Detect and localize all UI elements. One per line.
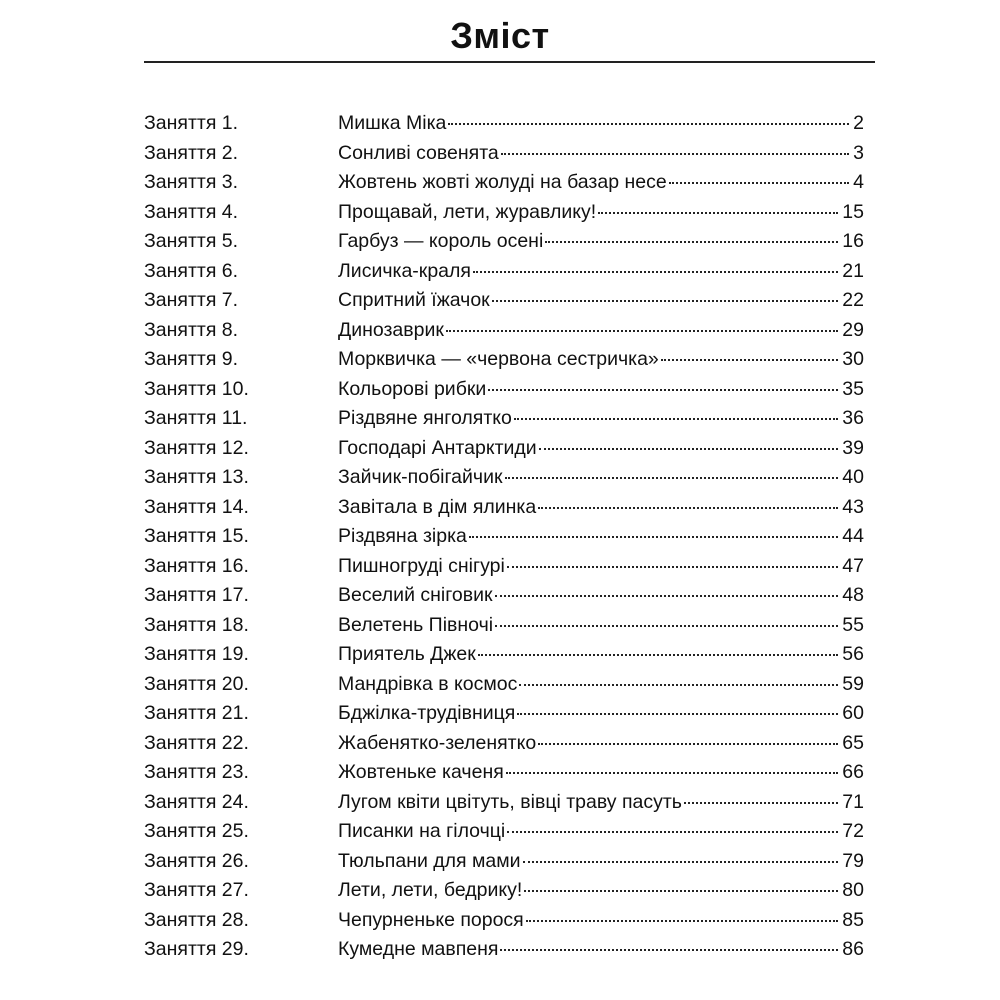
toc-lesson-number: Заняття 7. [144, 289, 239, 311]
toc-lesson-title: Кумедне мавпеня [338, 938, 499, 960]
dot-leader [495, 625, 838, 627]
dot-leader [500, 949, 838, 951]
toc-lesson-number: Заняття 8. [144, 318, 239, 341]
dot-leader [446, 330, 838, 332]
dot-leader [523, 861, 839, 863]
toc-lesson-title: Господарі Антарктиди [338, 436, 537, 459]
toc-lesson-number: Заняття 6. [144, 259, 239, 282]
toc-page-number: 86 [842, 938, 864, 960]
toc-page-number: 66 [842, 761, 864, 783]
toc-lesson-title: Сонливі совенята [338, 141, 499, 164]
toc-lesson-number: Заняття 10. [144, 377, 249, 400]
toc-lesson-title: Тюльпани для мами [338, 849, 521, 872]
toc-page-number: 2 [853, 112, 864, 134]
toc-page-number: 65 [842, 731, 864, 754]
toc-lesson-title: Кольорові рибки [338, 377, 487, 400]
toc-lesson-title: Динозаврик [338, 318, 444, 341]
dot-leader [507, 831, 838, 833]
toc-entry [144, 404, 864, 434]
toc-lesson-number: Заняття 18. [144, 613, 249, 636]
toc-lesson-title: Чепурненьке порося [338, 908, 524, 931]
toc-entry [144, 463, 864, 493]
toc-entry [144, 758, 864, 788]
dot-leader [507, 566, 838, 568]
toc-lesson-number: Заняття 5. [144, 230, 239, 252]
toc-page-number: 39 [842, 436, 864, 459]
toc-page-number: 56 [842, 643, 864, 665]
toc-entry [144, 198, 864, 228]
toc-lesson-title: Різдвяна зірка [338, 525, 467, 547]
toc-entry [144, 876, 864, 906]
toc-lesson-number: Заняття 1. [144, 112, 239, 134]
toc-lesson-title: Прощавай, лети, журавлику! [338, 200, 597, 223]
toc-lesson-title: Гарбуз — король осені [338, 230, 544, 252]
dot-leader [539, 448, 839, 450]
toc-page-number: 85 [842, 908, 864, 931]
toc-lesson-title: Лисичка-краля [338, 259, 471, 282]
toc-lesson-number: Заняття 3. [144, 171, 239, 193]
toc-lesson-number: Заняття 22. [144, 731, 249, 754]
toc-lesson-number: Заняття 4. [144, 200, 239, 223]
dot-leader [495, 595, 839, 597]
toc-lesson-title: Морквичка — «червона сестричка» [338, 348, 659, 370]
toc-page-number: 22 [842, 289, 864, 311]
dot-leader [514, 418, 838, 420]
toc-lesson-title: Різдвяне янголятко [338, 407, 512, 429]
dot-leader [538, 507, 838, 509]
dot-leader [469, 536, 838, 538]
toc-page-number: 40 [842, 466, 864, 488]
toc-lesson-number: Заняття 19. [144, 643, 249, 665]
toc-lesson-number: Заняття 21. [144, 702, 249, 724]
toc-page-number: 72 [842, 820, 864, 842]
dot-leader [517, 713, 838, 715]
toc-lesson-title: Мишка Міка [338, 112, 447, 134]
toc-entry [144, 345, 864, 375]
toc-entry [144, 168, 864, 198]
toc-lesson-number: Заняття 2. [144, 141, 239, 164]
toc-entry [144, 788, 864, 818]
toc-page-number: 43 [842, 495, 864, 518]
toc-entry [144, 434, 864, 464]
toc-lesson-title: Бджілка-трудівниця [338, 702, 516, 724]
dot-leader [448, 123, 849, 125]
toc-entry [144, 935, 864, 965]
toc-lesson-number: Заняття 24. [144, 790, 249, 813]
page-title: Зміст [450, 15, 550, 56]
toc-entry [144, 316, 864, 346]
dot-leader [524, 890, 838, 892]
toc-page-number: 21 [842, 259, 864, 282]
toc-page-number: 16 [842, 230, 864, 252]
toc-lesson-number: Заняття 14. [144, 495, 249, 518]
toc-lesson-title: Жабенятко-зеленятко [338, 731, 537, 754]
toc-lesson-title: Мандрівка в космос [338, 672, 518, 695]
toc-entry [144, 493, 864, 523]
toc-lesson-number: Заняття 13. [144, 466, 249, 488]
toc-page-number: 60 [842, 702, 864, 724]
toc-entry [144, 581, 864, 611]
dot-leader [492, 300, 839, 302]
dot-leader [506, 772, 839, 774]
toc-page-number: 59 [842, 672, 864, 695]
toc-lesson-title: Лугом квіти цвітуть, вівці траву пасуть [338, 790, 682, 813]
toc-lesson-title: Жовтень жовті жолуді на базар несе [338, 171, 667, 193]
dot-leader [684, 802, 838, 804]
toc-lesson-number: Заняття 26. [144, 849, 249, 872]
toc-entry [144, 109, 864, 139]
toc-page-number: 47 [842, 554, 864, 577]
toc-entry [144, 227, 864, 257]
dot-leader [519, 684, 838, 686]
toc-lesson-title: Лети, лети, бедрику! [338, 879, 523, 901]
toc-entry [144, 906, 864, 936]
dot-leader [526, 920, 839, 922]
toc-page-number: 48 [842, 584, 864, 606]
toc-entry [144, 611, 864, 641]
toc-lesson-number: Заняття 27. [144, 879, 249, 901]
toc-lesson-number: Заняття 20. [144, 672, 249, 695]
toc-page-number: 15 [842, 200, 864, 223]
toc-lesson-number: Заняття 25. [144, 820, 249, 842]
toc-entry [144, 286, 864, 316]
dot-leader [669, 182, 849, 184]
toc-entry [144, 729, 864, 759]
toc-lesson-number: Заняття 9. [144, 348, 239, 370]
toc-page-number: 4 [853, 171, 864, 193]
dot-leader [501, 153, 849, 155]
toc-entry [144, 699, 864, 729]
toc-lesson-number: Заняття 28. [144, 908, 249, 931]
toc-page-number: 79 [842, 849, 864, 872]
dot-leader [538, 743, 838, 745]
toc-lesson-number: Заняття 29. [144, 938, 249, 960]
toc-lesson-number: Заняття 16. [144, 554, 249, 577]
toc-entry [144, 847, 864, 877]
dot-leader [478, 654, 838, 656]
toc-page-number: 71 [842, 790, 864, 813]
toc-page-number: 30 [842, 348, 864, 370]
toc-page-number: 3 [853, 141, 864, 164]
toc-lesson-number: Заняття 12. [144, 436, 249, 459]
toc-lesson-number: Заняття 15. [144, 525, 249, 547]
dot-leader [661, 359, 839, 361]
dot-leader [488, 389, 838, 391]
toc-entry [144, 640, 864, 670]
toc-page-number: 44 [842, 525, 864, 547]
toc-lesson-number: Заняття 11. [144, 407, 248, 429]
toc-lesson-title: Спритний їжачок [338, 289, 490, 311]
toc-lesson-title: Завітала в дім ялинка [338, 495, 537, 518]
dot-leader [598, 212, 838, 214]
toc-entry [144, 257, 864, 287]
toc-lesson-number: Заняття 17. [144, 584, 249, 606]
toc-page-number: 35 [842, 377, 864, 400]
toc-page-number: 55 [842, 613, 864, 636]
toc-entry [144, 670, 864, 700]
dot-leader [505, 477, 839, 479]
toc-page-number: 36 [842, 407, 864, 429]
toc-lesson-title: Зайчик-побігайчик [338, 466, 503, 488]
toc-lesson-title: Веселий сніговик [338, 584, 493, 606]
toc-lesson-title: Велетень Півночі [338, 613, 494, 636]
table-of-contents [144, 109, 864, 965]
toc-lesson-title: Жовтеньке каченя [338, 761, 504, 783]
toc-entry [144, 522, 864, 552]
toc-entry [144, 552, 864, 582]
toc-entry [144, 817, 864, 847]
toc-lesson-title: Приятель Джек [338, 643, 476, 665]
toc-lesson-title: Писанки на гілочці [338, 820, 506, 842]
title-divider [144, 61, 875, 63]
toc-lesson-number: Заняття 23. [144, 761, 249, 783]
toc-entry [144, 375, 864, 405]
toc-page-number: 80 [842, 879, 864, 901]
toc-page-number: 29 [842, 318, 864, 341]
toc-lesson-title: Пишногруді снігурі [338, 554, 505, 577]
dot-leader [473, 271, 838, 273]
dot-leader [545, 241, 838, 243]
toc-entry [144, 139, 864, 169]
